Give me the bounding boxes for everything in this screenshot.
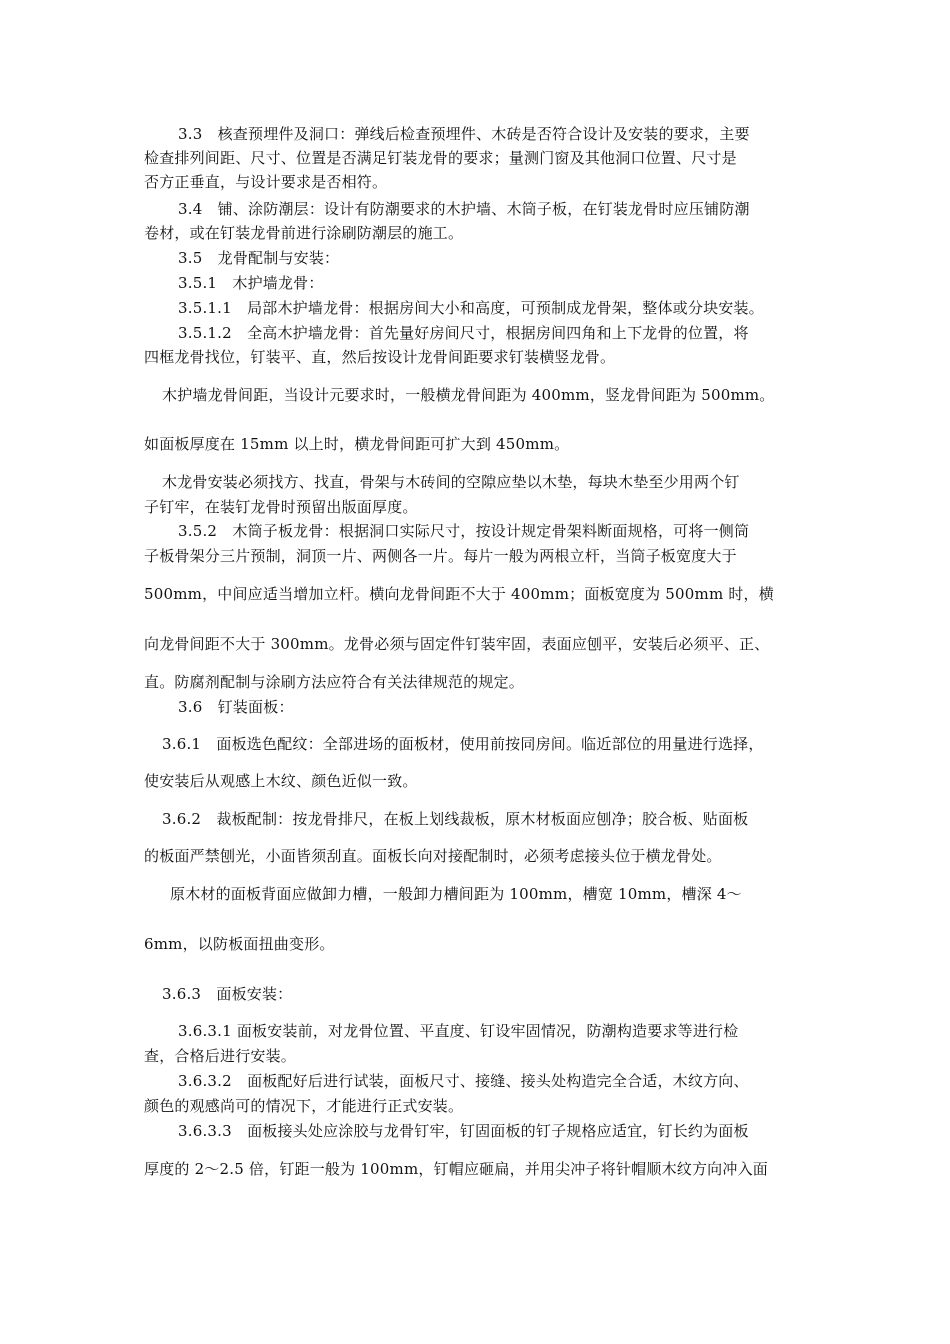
paragraph-line: 使安装后从观感上木纹、颜色近似一致。 bbox=[144, 772, 418, 790]
paragraph-line: 向龙骨间距不大于 300mm。龙骨必须与固定件钉装牢固，表面应刨平，安装后必须平、正、 bbox=[144, 635, 770, 653]
paragraph-line: 检查排列间距、尺寸、位置是否满足钉装龙骨的要求；量测门窗及其他洞口位置、尺寸是 bbox=[144, 149, 737, 167]
paragraph-line: 四框龙骨找位，钉装平、直，然后按设计龙骨间距要求钉装横竖龙骨。 bbox=[144, 348, 616, 366]
paragraph-line: 卷材，或在钉装龙骨前进行涂刷防潮层的施工。 bbox=[144, 224, 464, 242]
paragraph-line: 3.4 铺、涂防潮层：设计有防潮要求的木护墙、木筒子板，在钉装龙骨时应压铺防潮 bbox=[178, 200, 750, 218]
paragraph-line: 3.5.2 木筒子板龙骨：根据洞口实际尺寸，按设计规定骨架料断面规格，可将一侧筒 bbox=[178, 522, 750, 540]
section-heading: 3.5 龙骨配制与安装： bbox=[178, 249, 340, 267]
paragraph-line: 直。防腐剂配制与涂刷方法应符合有关法律规范的规定。 bbox=[144, 673, 525, 691]
paragraph-line: 的板面严禁刨光，小面皆须刮直。面板长向对接配制时，必须考虑接头位于横龙骨处。 bbox=[144, 847, 722, 865]
section-heading: 3.5.1 木护墙龙骨： bbox=[178, 274, 324, 292]
paragraph-line: 3.6.3.3 面板接头处应涂胶与龙骨钉牢，钉固面板的钉子规格应适宜，钉长约为面板 bbox=[178, 1122, 749, 1140]
paragraph-line: 子钉牢，在装钉龙骨时预留出版面厚度。 bbox=[144, 498, 418, 516]
paragraph-line: 6mm，以防板面扭曲变形。 bbox=[144, 935, 335, 953]
paragraph-line: 500mm，中间应适当增加立杆。横向龙骨间距不大于 400mm；面板宽度为 500mm 时，横 bbox=[144, 585, 774, 603]
paragraph-line: 厚度的 2～2.5 倍，钉距一般为 100mm，钉帽应砸扁，并用尖冲子将针帽顺木纹方向冲入面 bbox=[144, 1160, 768, 1178]
paragraph-line: 3.6.2 裁板配制：按龙骨排尺，在板上划线裁板，原木材板面应刨净；胶合板、贴面板 bbox=[162, 810, 749, 828]
paragraph-line: 否方正垂直，与设计要求是否相符。 bbox=[144, 173, 388, 191]
paragraph-line: 木护墙龙骨间距，当设计元要求时，一般横龙骨间距为 400mm，竖龙骨间距为 500mm。 bbox=[162, 386, 775, 404]
paragraph-line: 颜色的观感尚可的情况下，才能进行正式安装。 bbox=[144, 1097, 464, 1115]
paragraph-line: 3.5.1.2 全高木护墙龙骨：首先量好房间尺寸，根据房间四角和上下龙骨的位置，将 bbox=[178, 324, 749, 342]
paragraph-line: 3.6.1 面板选色配纹：全部进场的面板材，使用前按同房间。临近部位的用量进行选择， bbox=[162, 735, 764, 753]
paragraph-line: 3.6.3.1 面板安装前，对龙骨位置、平直度、钉设牢固情况，防潮构造要求等进行检 bbox=[178, 1022, 739, 1040]
section-heading: 3.6.3 面板安装： bbox=[162, 985, 293, 1003]
paragraph-line: 如面板厚度在 15mm 以上时，横龙骨间距可扩大到 450mm。 bbox=[144, 435, 570, 453]
paragraph-line: 木龙骨安装必须找方、找直，骨架与木砖间的空隙应垫以木垫，每块木垫至少用两个钉 bbox=[162, 473, 740, 491]
paragraph-line: 3.3 核查预埋件及洞口：弹线后检查预埋件、木砖是否符合设计及安装的要求，主要 bbox=[178, 125, 750, 143]
paragraph-line: 3.6.3.2 面板配好后进行试装，面板尺寸、接缝、接头处构造完全合适，木纹方向、 bbox=[178, 1072, 749, 1090]
paragraph-line: 查，合格后进行安装。 bbox=[144, 1047, 297, 1065]
section-heading: 3.6 钉装面板： bbox=[178, 698, 294, 716]
paragraph-line: 子板骨架分三片预制，洞顶一片、两侧各一片。每片一般为两根立杆，当筒子板宽度大于 bbox=[144, 547, 737, 565]
paragraph-line: 3.5.1.1 局部木护墙龙骨：根据房间大小和高度，可预制成龙骨架，整体或分块安装。 bbox=[178, 299, 764, 317]
paragraph-line: 原木材的面板背面应做卸力槽，一般卸力槽间距为 100mm，槽宽 10mm，槽深 4～ bbox=[170, 885, 742, 903]
